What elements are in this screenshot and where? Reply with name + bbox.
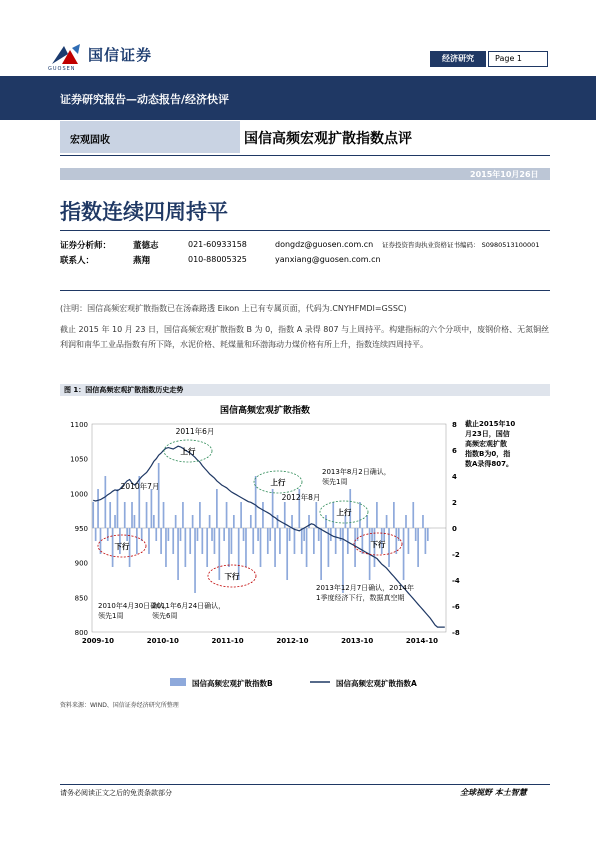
band-title: 证券研究报告—动态报告/经济快评 (60, 93, 230, 106)
bar-b (199, 502, 201, 528)
bar-b (158, 463, 160, 528)
bar-b (226, 502, 228, 528)
analyst-cert: 证券投资咨询执业资格证书编码： S0980513100001 (382, 241, 540, 249)
bar-b (109, 502, 111, 528)
bar-b (134, 515, 136, 528)
bar-b (417, 528, 419, 567)
bar-b (114, 515, 116, 528)
bar-b (153, 515, 155, 528)
legend-swatch-b (170, 678, 186, 686)
bar-b (192, 515, 194, 528)
annotation-2012-8: 2012年8月 (281, 493, 321, 502)
annotation-summary: 指数B为0，指 (465, 450, 511, 458)
bar-b (289, 528, 291, 541)
x-tick-label: 2010-10 (146, 637, 179, 645)
bar-b (286, 528, 288, 580)
bar-b (398, 528, 400, 541)
diffusion-index-chart (60, 398, 550, 698)
bar-b (291, 515, 293, 528)
annotation-2013-8: 领先1周 (322, 478, 348, 486)
bar-b (180, 528, 182, 541)
bar-b (211, 528, 213, 541)
bar-b (393, 502, 395, 528)
bar-b (325, 515, 327, 528)
footer-disclaimer: 请务必阅读正文之后的免责条款部分 (60, 789, 172, 797)
bar-b (313, 528, 315, 554)
bar-b (335, 528, 337, 554)
analyst-phone: 021-60933158 (188, 240, 247, 249)
page-number: Page 1 (488, 51, 548, 67)
y-left-tick-label: 850 (74, 594, 88, 603)
bar-b (279, 528, 281, 554)
bar-b (250, 515, 252, 528)
bar-b (146, 502, 148, 528)
bar-b (425, 528, 427, 554)
y-right-tick-label: 8 (452, 421, 457, 429)
bar-b (201, 528, 203, 554)
bar-b (136, 528, 138, 554)
bar-b (422, 515, 424, 528)
y-left-tick-label: 900 (74, 559, 88, 568)
annotation-peak: 2011年6月 (175, 427, 215, 436)
x-tick-label: 2014-10 (405, 637, 439, 645)
bar-b (243, 528, 245, 541)
callout-label: 下行 (114, 542, 130, 551)
bar-b (412, 502, 414, 528)
bar-b (267, 528, 269, 554)
bar-b (252, 528, 254, 554)
annotation-2013-12: 2013年12月7日确认，2014年 (316, 584, 414, 592)
y-left-tick-label: 800 (74, 629, 88, 637)
y-right-tick-label: -2 (452, 551, 460, 559)
analyst-name: 董德志 (133, 241, 159, 251)
bar-b (427, 528, 429, 541)
bar-b (131, 502, 133, 528)
annotation-summary: 数A录得807。 (465, 460, 514, 468)
bar-b (97, 489, 99, 528)
callout-label: 下行 (370, 540, 386, 549)
bar-b (315, 502, 317, 528)
bar-b (92, 502, 94, 528)
chart-title: 国信高频宏观扩散指数 (219, 406, 311, 416)
bar-b (104, 476, 106, 528)
annotation-2011-6: 领先6周 (152, 612, 178, 620)
bar-b (274, 528, 276, 567)
x-tick-label: 2013-10 (341, 637, 374, 645)
brand-name: 国信证券 (88, 46, 153, 64)
headline-rule (60, 230, 550, 231)
bar-b (366, 515, 368, 528)
y-right-tick-label: -8 (452, 629, 460, 637)
bar-b (160, 528, 162, 554)
legend-label-a: 国信高频宏观扩散指数A (336, 679, 417, 688)
bar-b (175, 515, 177, 528)
bar-b (165, 528, 167, 567)
annotation-2010-4: 2010年4月30日确认， (98, 602, 172, 610)
y-right-tick-label: -4 (452, 577, 460, 585)
annotation-summary: 截止2015年10 (465, 420, 516, 428)
bar-b (189, 528, 191, 554)
bar-b (395, 528, 397, 554)
bar-b (206, 528, 208, 567)
callout-label: 上行 (270, 478, 286, 487)
title-rule (60, 155, 550, 156)
bar-b (376, 502, 378, 528)
bar-b (197, 528, 199, 541)
analyst-email[interactable]: dongdz@guosen.com.cn (275, 240, 374, 249)
section-label: 宏观固收 (70, 135, 110, 146)
bar-b (277, 515, 279, 528)
bar-b (301, 528, 303, 554)
bar-b (231, 528, 233, 554)
callout-label: 上行 (336, 508, 352, 517)
bar-b (194, 528, 196, 593)
annotation-2010-7: 2010年7月 (120, 482, 160, 491)
bar-b (151, 489, 153, 528)
bar-b (214, 528, 216, 554)
contact-name: 燕翔 (133, 256, 151, 266)
x-tick-label: 2011-10 (211, 637, 244, 645)
bar-b (177, 528, 179, 580)
y-left-tick-label: 1000 (70, 490, 88, 499)
bar-b (408, 528, 410, 554)
y-right-tick-label: 4 (452, 473, 457, 481)
contact-role: 联系人： (60, 256, 95, 266)
bar-b (403, 528, 405, 580)
bar-b (112, 528, 114, 567)
brand-sub: GUOSEN (48, 66, 76, 72)
bar-b (95, 528, 97, 541)
bar-b (240, 502, 242, 528)
bar-b (294, 528, 296, 554)
report-title: 国信高频宏观扩散指数点评 (244, 131, 412, 147)
bar-b (386, 515, 388, 528)
bar-b (415, 528, 417, 541)
report-type-tag: 经济研究 (430, 51, 486, 67)
bar-b (269, 528, 271, 541)
y-left-tick-label: 1100 (70, 421, 88, 429)
bar-b (218, 528, 220, 580)
bar-b (117, 489, 119, 528)
y-right-tick-label: 0 (452, 525, 457, 533)
bar-b (148, 528, 150, 554)
footer-rule (60, 784, 550, 785)
bar-b (255, 476, 257, 528)
x-tick-label: 2009-10 (81, 637, 115, 645)
bar-b (155, 528, 157, 541)
bar-b (320, 528, 322, 580)
bar-b (405, 515, 407, 528)
x-tick-label: 2012-10 (276, 637, 309, 645)
bar-b (209, 515, 211, 528)
callout-label: 上行 (180, 447, 196, 456)
y-left-tick-label: 1050 (70, 455, 88, 464)
bar-b (216, 489, 218, 528)
bar-b (182, 502, 184, 528)
bar-b (100, 528, 102, 554)
bar-b (233, 515, 235, 528)
annotation-2010-4: 领先1周 (98, 612, 124, 620)
bar-b (185, 528, 187, 567)
annotation-2013-12: 1季度经济下行，数据真空期 (316, 594, 405, 602)
figure-label: 图 1：国信高频宏观扩散指数历史走势 (60, 384, 550, 396)
bar-b (318, 528, 320, 541)
y-right-tick-label: -6 (452, 603, 460, 611)
bar-b (141, 528, 143, 541)
bar-b (245, 528, 247, 567)
summary-paragraph: 截止 2015 年 10 月 23 日，国信高频宏观扩散指数 B 为 0，指数 A 录得 807 与上周持平。构建指标的六个分项中，废钢价格、无氮铜丝利润和南华工业品指数有所下降，水泥价格、耗煤量和环渤海动力煤价格有所上升，指数连续四周持平。 (60, 325, 550, 349)
headline: 指数连续四周持平 (60, 200, 228, 224)
bar-b (126, 528, 128, 541)
bar-b (357, 528, 359, 541)
contact-phone: 010-88005325 (188, 255, 247, 264)
guosen-logo-icon (48, 42, 84, 68)
y-right-tick-label: 2 (452, 499, 457, 507)
bar-b (262, 502, 264, 528)
annotation-summary: 月23日，国信 (465, 430, 510, 438)
bar-b (306, 528, 308, 567)
annotation-2011-6: 2011年6月24日确认， (152, 602, 226, 610)
source-note: 资料来源：WIND、国信证券经济研究所整理 (60, 702, 179, 709)
bar-b (163, 502, 165, 528)
callout-label: 下行 (224, 572, 240, 581)
report-date: 2015年10月26日 (470, 170, 539, 179)
legend-label-b: 国信高频宏观扩散指数B (192, 679, 273, 688)
contact-email[interactable]: yanxiang@guosen.com.cn (275, 255, 381, 264)
eikon-note: (注明：国信高频宏观扩散指数已在汤森路透 Eikon 上已有专属页面，代码为.CNYHFMDI=GSSC) (60, 304, 407, 313)
y-right-tick-label: 6 (452, 447, 457, 455)
bar-b (223, 528, 225, 541)
bar-b (228, 528, 230, 567)
bar-b (303, 528, 305, 541)
analyst-rule (60, 290, 550, 291)
bar-b (260, 528, 262, 567)
annotation-2013-8: 2013年8月2日确认， (322, 468, 391, 476)
bar-b (168, 528, 170, 541)
analyst-role: 证券分析师： (60, 241, 112, 251)
y-left-tick-label: 950 (74, 525, 88, 533)
bar-b (172, 528, 174, 554)
bar-b (332, 502, 334, 528)
bar-b (107, 528, 109, 541)
bar-b (257, 528, 259, 541)
bar-b (124, 502, 126, 528)
bar-b (359, 502, 361, 528)
bar-b (272, 489, 274, 528)
annotation-summary: 高频宏观扩散 (465, 440, 507, 448)
footer-slogan: 全球视野 本土智慧 (460, 788, 527, 797)
